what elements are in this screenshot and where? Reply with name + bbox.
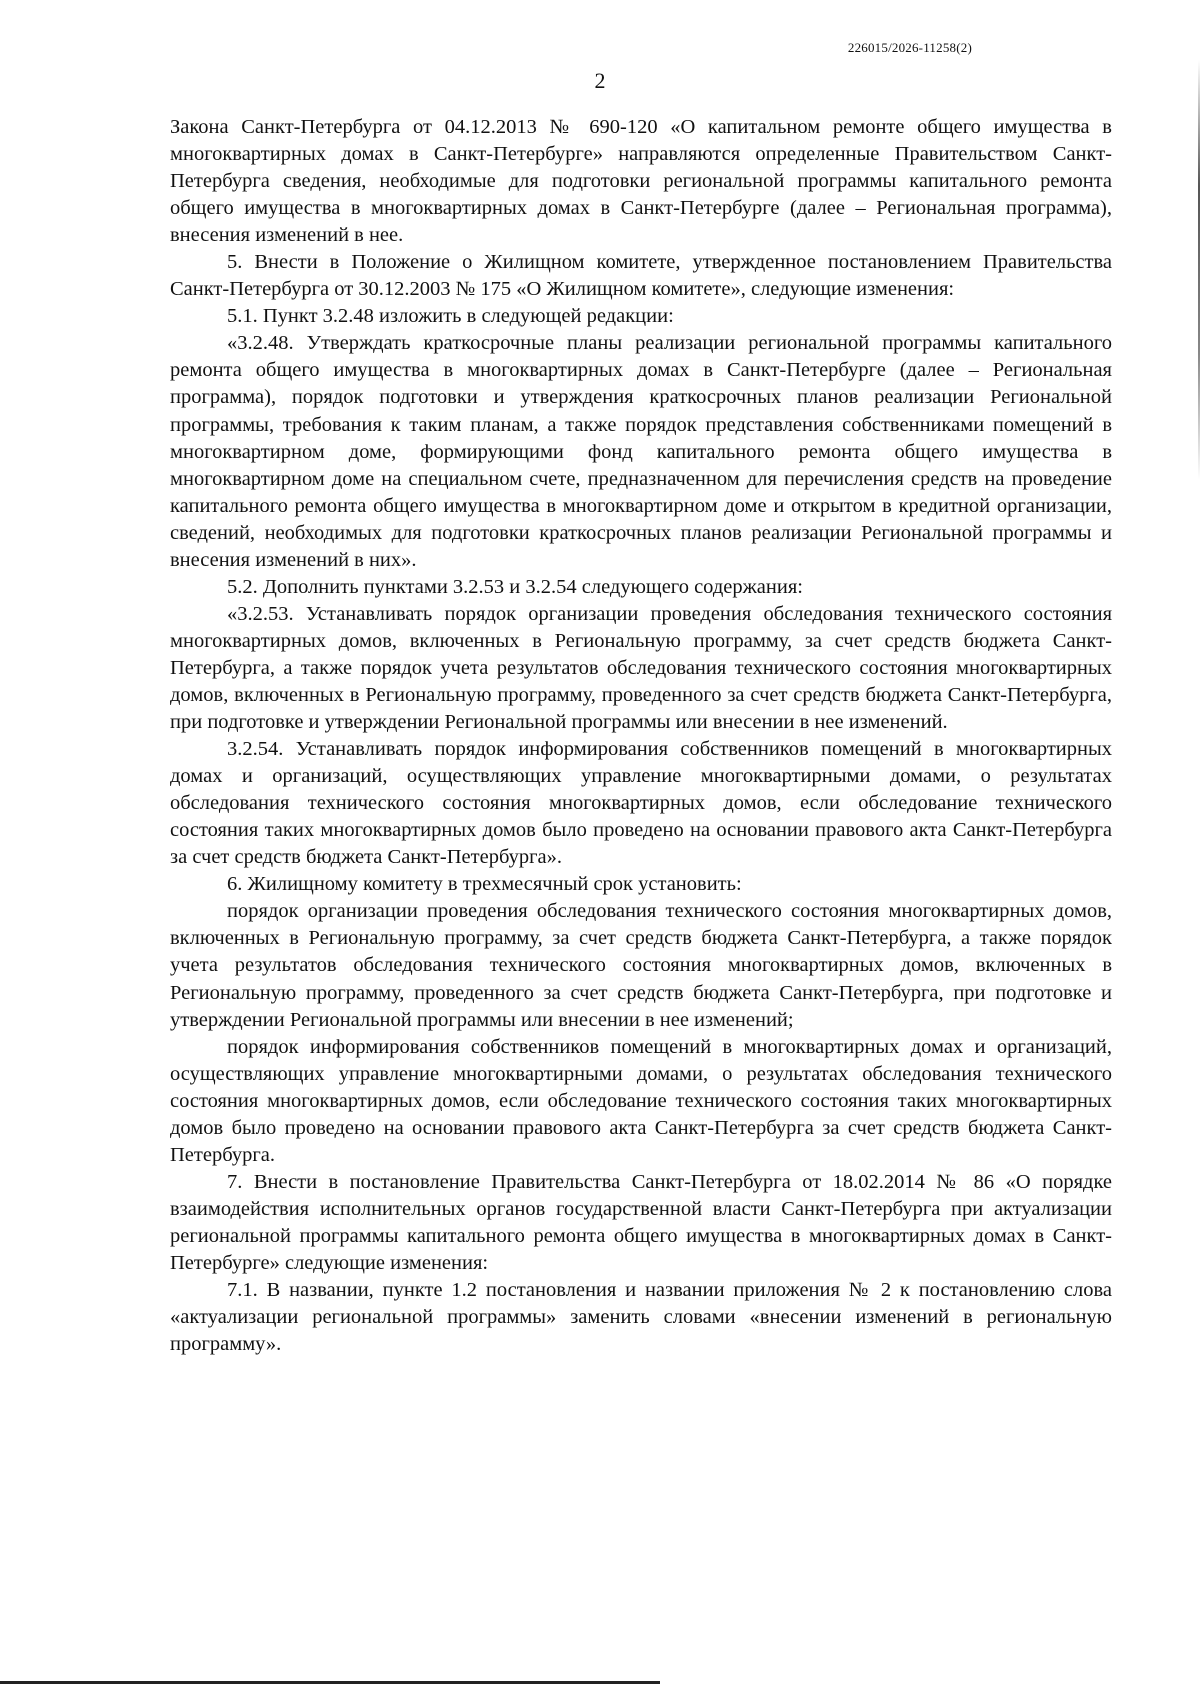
- paragraph-item-6-order-inspection: порядок организации проведения обследования технического состояния многоквартирных домов, включенных в Региональную программу, за счет средств бюджета Санкт-Петербурга, а также порядок учета результатов обследования технического состояния многоквартирных домов, включенных в Региональную программу, проведенного за счет средств бюджета Санкт-Петербурга, при подготовке и утверждении Региональной программы или внесении в нее изменений;: [170, 900, 1112, 1031]
- page-number: 2: [594, 68, 606, 93]
- paragraph-item-6: 6. Жилищному комитету в трехмесячный срок установить:: [227, 873, 742, 896]
- paragraph-clause-3-2-54: 3.2.54. Устанавливать порядок информирования собственников помещений в многоквартирных домах и организаций, осуществляющих управление многоквартирными домами, о результатах обследования технического состояния многоквартирных домов, если обследование технического состояния таких многоквартирных домов было проведено на основании правового акта Санкт-Петербурга за счет средств бюджета Санкт-Петербурга».: [170, 738, 1112, 869]
- document-registration-number: 226015/2026-11258(2): [847, 40, 972, 55]
- paragraph-item-6-order-informing: порядок информирования собственников помещений в многоквартирных домах и организаций, осуществляющих управление многоквартирными домами, о результатах обследования технического состояния многоквартирных домов, если обследование технического состояния таких многоквартирных домов было проведено на основании правового акта Санкт-Петербурга за счет средств бюджета Санкт-Петербурга.: [170, 1035, 1112, 1166]
- paragraph-clause-3-2-48: «3.2.48. Утверждать краткосрочные планы реализации региональной программы капитального ремонта общего имущества в многоквартирных домах в Санкт-Петербурге (далее – Региональная программа), порядок подготовки и утверждения краткосрочных планов реализации Региональной программы, требования к таким планам, а также порядок представления собственниками помещений в многоквартирном доме, формирующими фонд капитального ремонта общего имущества в многоквартирном доме на специальном счете, предназначенном для перечисления средств на проведение капитального ремонта общего имущества в многоквартирном доме и открытом в кредитной организации, сведений, необходимых для подготовки краткосрочных планов реализации Региональной программы и внесения изменений в них».: [170, 332, 1112, 571]
- paragraph-law-reference: Закона Санкт-Петербурга от 04.12.2013 № 690-120 «О капитальном ремонте общего имущества в многоквартирных домах в Санкт-Петербурге» направляются определенные Правительством Санкт-Петербурга сведения, необходимые для подготовки региональной программы капитального ремонта общего имущества в многоквартирных домах в Санкт-Петербурге (далее – Региональная программа), внесения изменений в нее.: [170, 116, 1112, 247]
- document-body: [170, 114, 1112, 1358]
- paragraph-clause-3-2-53: «3.2.53. Устанавливать порядок организации проведения обследования технического состояния многоквартирных домов, включенных в Региональную программу, за счет средств бюджета Санкт-Петербурга, а также порядок учета результатов обследования технического состояния многоквартирных домов, включенных в Региональную программу, проведенного за счет средств бюджета Санкт-Петербурга, при подготовке и утверждении Региональной программы или внесении в нее изменений.: [170, 602, 1112, 734]
- paragraph-item-5: 5. Внести в Положение о Жилищном комитете, утвержденное постановлением Правительства Санкт-Петербурга от 30.12.2003 № 175 «О Жилищном комитете», следующие изменения:: [170, 251, 1112, 301]
- paragraph-item-7-1: 7.1. В названии, пункте 1.2 постановления и названии приложения № 2 к постановлению слова «актуализации региональной программы» заменить словами «внесении изменений в региональную программу».: [170, 1279, 1112, 1356]
- paragraph-item-5-1: 5.1. Пункт 3.2.48 изложить в следующей редакции:: [227, 305, 674, 328]
- paragraph-item-5-2: 5.2. Дополнить пунктами 3.2.53 и 3.2.54 следующего содержания:: [227, 575, 803, 598]
- paragraph-item-7: 7. Внести в постановление Правительства Санкт-Петербурга от 18.02.2014 № 86 «О порядке взаимодействия исполнительных органов государственной власти Санкт-Петербурга при актуализации региональной программы капитального ремонта общего имущества в многоквартирных домах в Санкт-Петербурге» следующие изменения:: [170, 1170, 1112, 1274]
- scan-bottom-line: [0, 1681, 660, 1684]
